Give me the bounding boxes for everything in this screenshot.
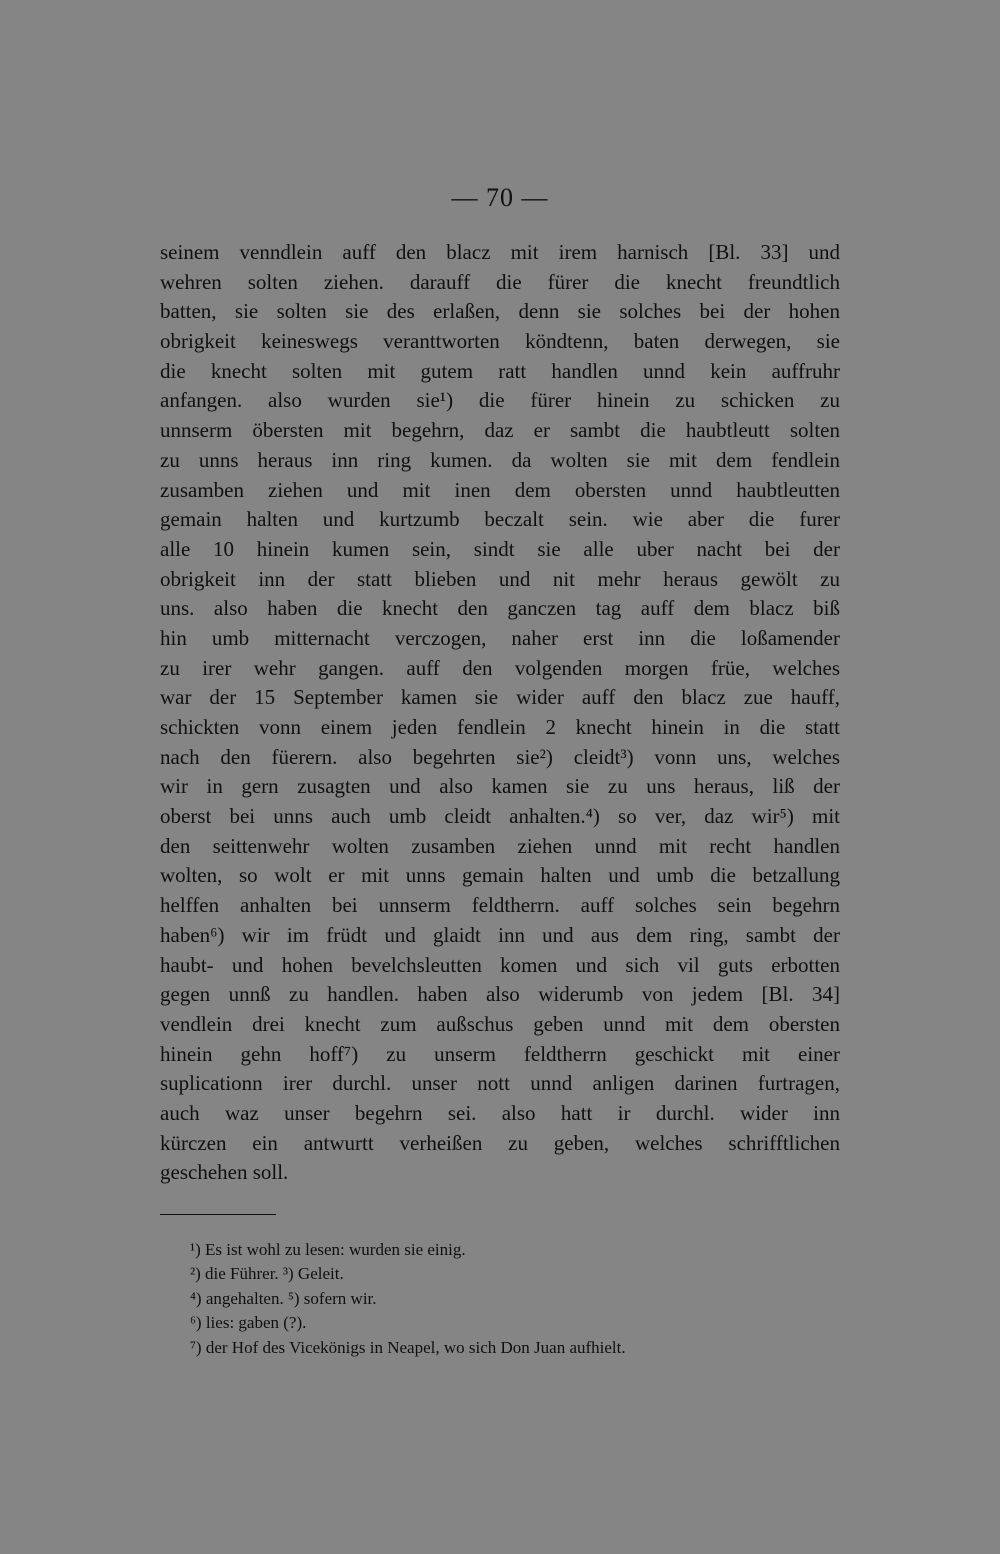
text-line: geschehen soll. bbox=[160, 1160, 289, 1185]
text-line: haben⁶) wir im früdt und glaidt inn und aus dem ring, sambt der bbox=[160, 922, 840, 947]
body-text bbox=[160, 238, 840, 1188]
text-line: obrigkeit keineswegs veranttworten köndtenn, baten derwegen, sie bbox=[160, 329, 840, 354]
text-line: zu unns heraus inn ring kumen. da wolten sie mit dem fendlein bbox=[160, 447, 840, 472]
text-line: helffen anhalten bei unnserm feldtherrn. auff solches sein begehrn bbox=[160, 893, 840, 918]
text-line: auch waz unser begehrn sei. also hatt ir durchl. wider inn bbox=[160, 1100, 840, 1125]
text-line: batten, sie solten sie des erlaßen, denn sie solches bei der hohen bbox=[160, 299, 840, 324]
text-line: obrigkeit inn der statt blieben und nit mehr heraus gewölt zu bbox=[160, 566, 840, 591]
text-line: kürczen ein antwurtt verheißen zu geben, welches schrifftlichen bbox=[160, 1130, 840, 1155]
text-line: war der 15 September kamen sie wider auff den blacz zue hauff, bbox=[160, 685, 840, 710]
page-number: — 70 — bbox=[451, 183, 549, 212]
footnote: ¹) Es ist wohl zu lesen: wurden sie einig. bbox=[190, 1240, 466, 1259]
text-line: schickten vonn einem jeden fendlein 2 knecht hinein in die statt bbox=[160, 715, 840, 739]
text-line: wehren solten ziehen. darauff die fürer die knecht freundtlich bbox=[160, 269, 840, 294]
text-line: wolten, so wolt er mit unns gemain halten und umb die betzallung bbox=[160, 863, 840, 888]
footnote: ⁷) der Hof des Vicekönigs in Neapel, wo sich Don Juan aufhielt. bbox=[190, 1337, 626, 1357]
footnotes bbox=[190, 1238, 626, 1360]
text-line: zu irer wehr gangen. auff den volgenden morgen früe, welches bbox=[160, 655, 840, 680]
text-line: oberst bei unns auch umb cleidt anhalten.⁴) so ver, daz wir⁵) mit bbox=[160, 804, 840, 829]
text-line: unnserm öbersten mit begehrn, daz er sambt die haubtleutt solten bbox=[160, 418, 840, 443]
text-line: seinem venndlein auff den blacz mit irem harnisch [Bl. 33] und bbox=[160, 240, 840, 264]
text-line: zusamben ziehen und mit inen dem obersten unnd haubtleutten bbox=[160, 477, 840, 502]
text-line: gegen unnß zu handlen. haben also widerumb von jedem [Bl. 34] bbox=[160, 982, 840, 1007]
text-line: hin umb mitternacht verczogen, naher erst inn die loßamender bbox=[160, 625, 840, 650]
text-line: den seittenwehr wolten zusamben ziehen unnd mit recht handlen bbox=[160, 833, 840, 858]
text-line: nach den füerern. also begehrten sie²) cleidt³) vonn uns, welches bbox=[160, 744, 840, 769]
text-line: anfangen. also wurden sie¹) die fürer hinein zu schicken zu bbox=[160, 388, 840, 413]
footnote: ⁴) angehalten. ⁵) sofern wir. bbox=[190, 1288, 377, 1308]
text-line: alle 10 hinein kumen sein, sindt sie alle uber nacht bei der bbox=[160, 536, 840, 561]
text-line: hinein gehn hoff⁷) zu unserm feldtherrn geschickt mit einer bbox=[160, 1041, 840, 1066]
text-line: uns. also haben die knecht den ganczen tag auff dem blacz biß bbox=[160, 596, 840, 621]
text-line: wir in gern zusagten und also kamen sie zu uns heraus, liß der bbox=[160, 774, 840, 799]
footnote: ²) die Führer. ³) Geleit. bbox=[190, 1264, 344, 1284]
text-line: suplicationn irer durchl. unser nott unnd anligen darinen furtragen, bbox=[160, 1071, 840, 1096]
footnote: ⁶) lies: gaben (?). bbox=[190, 1313, 307, 1333]
text-line: vendlein drei knecht zum außschus geben unnd mit dem obersten bbox=[160, 1011, 840, 1036]
footnote-rule bbox=[160, 1214, 276, 1215]
text-line: haubt- und hohen bevelchsleutten komen und sich vil guts erbotten bbox=[160, 952, 840, 977]
text-line: die knecht solten mit gutem ratt handlen unnd kein auffruhr bbox=[160, 358, 840, 383]
text-line: gemain halten und kurtzumb beczalt sein. wie aber die furer bbox=[160, 507, 840, 532]
